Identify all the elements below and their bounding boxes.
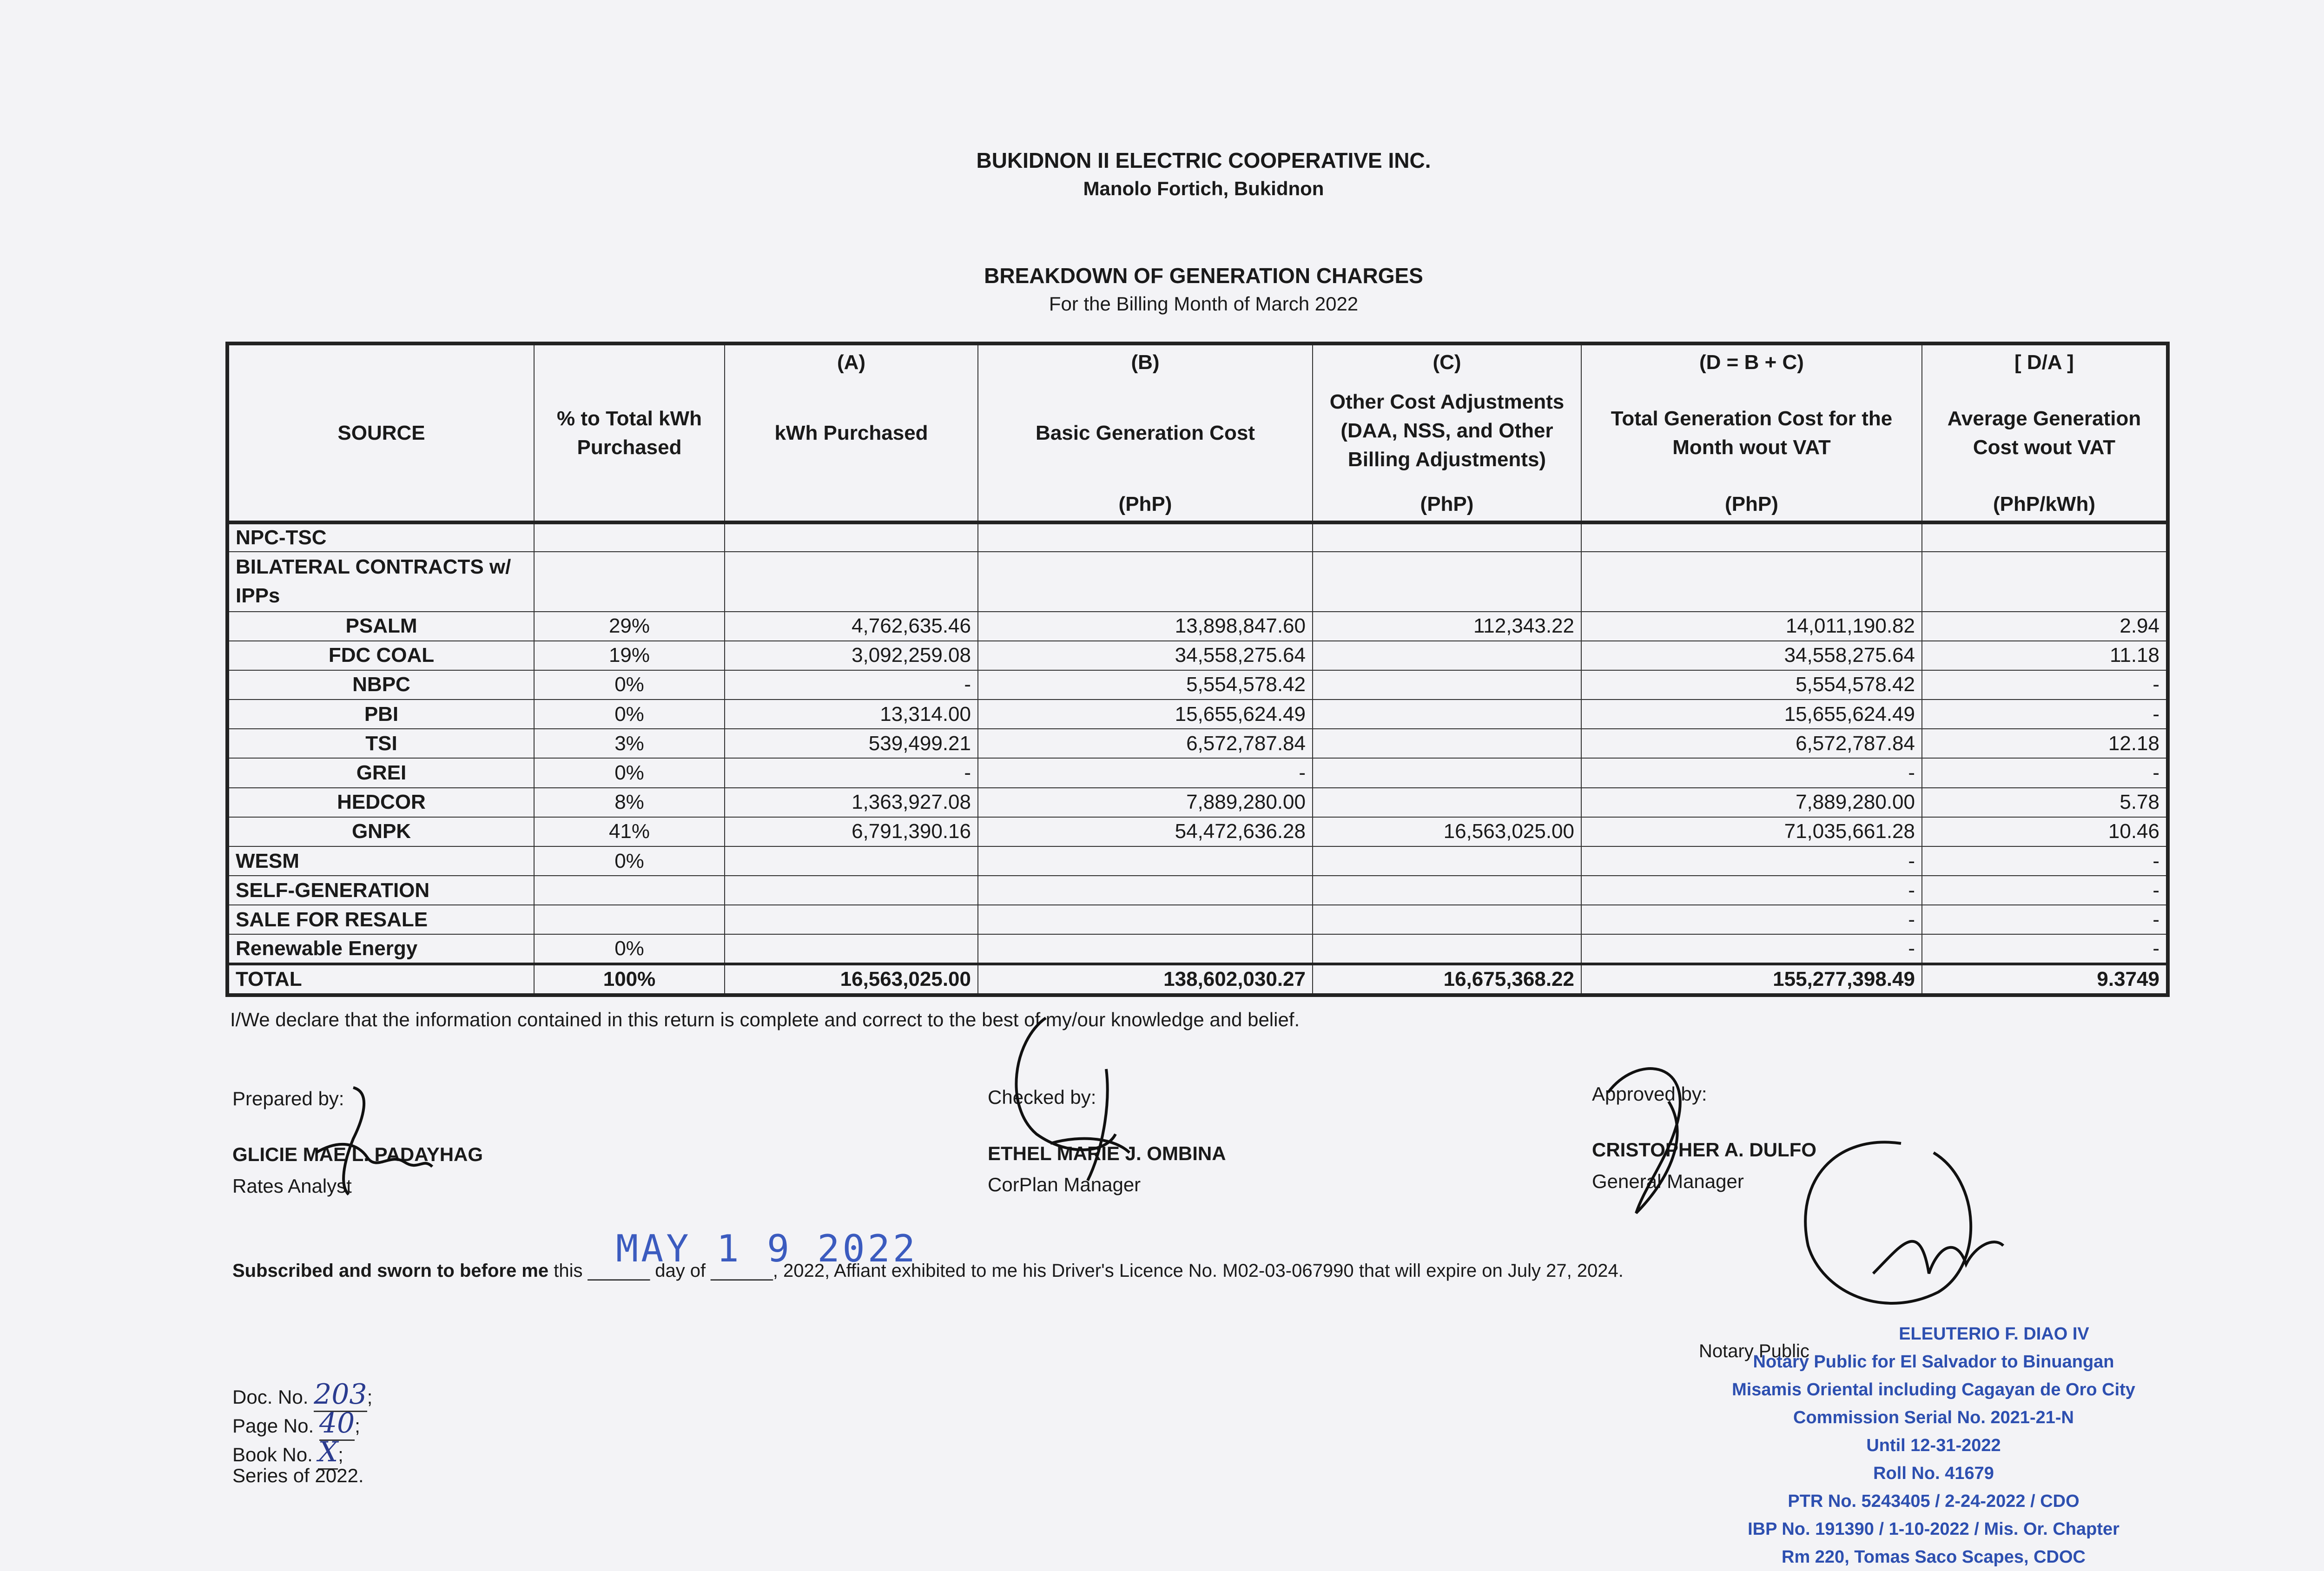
cell-avg-cost: - [1922, 670, 2168, 700]
cell-basic-cost [978, 846, 1313, 876]
cell-other-cost: 16,563,025.00 [1313, 817, 1581, 846]
cell-total-cost: - [1581, 846, 1922, 876]
cell-other-cost [1313, 700, 1581, 729]
cell-other-cost [1313, 788, 1581, 817]
table-row [227, 876, 2168, 905]
table-row-total [227, 964, 2168, 995]
cell-avg-cost: - [1922, 876, 2168, 905]
cell-pct: 0% [534, 700, 725, 729]
oath-line: Subscribed and sworn to before me this ______ day of ______, 2022, Affiant exhibited to me his Driver's Licence No. M02-03-067990 that will expire on July 27, 2024. [232, 1261, 1624, 1281]
cell-kwh: 6,791,390.16 [725, 817, 978, 846]
page-no-line: Page No. 40; [232, 1407, 360, 1439]
notary-stamp-line: PTR No. 5243405 / 2-24-2022 / CDO [1788, 1492, 2080, 1511]
cell-avg-cost: - [1922, 905, 2168, 934]
cell-basic-cost: 34,558,275.64 [978, 641, 1313, 670]
table-row [227, 905, 2168, 934]
cell-basic-cost [978, 934, 1313, 964]
cell-total-cost: 71,035,661.28 [1581, 817, 1922, 846]
cell-source: TOTAL [227, 964, 534, 995]
cell-pct [534, 876, 725, 905]
header-pct: % to Total kWh Purchased [534, 343, 725, 522]
cell-source: TSI [227, 729, 534, 758]
checked-signature-icon [995, 1013, 1181, 1190]
cell-pct: 41% [534, 817, 725, 846]
header-avg-cost: [ D/A ] Average Generation Cost wout VAT (PhP/kWh) [1922, 343, 2168, 522]
cell-source: FDC COAL [227, 641, 534, 670]
notary-stamp [1655, 1320, 2212, 1571]
cell-kwh: 539,499.21 [725, 729, 978, 758]
cell-source: SALE FOR RESALE [227, 905, 534, 934]
notary-public-label: Notary Public [1699, 1341, 1809, 1361]
document-title: BREAKDOWN OF GENERATION CHARGES [984, 264, 1423, 288]
header-basic-cost: (B) Basic Generation Cost (PhP) [978, 343, 1313, 522]
cell-other-cost [1313, 934, 1581, 964]
cell-other-cost [1313, 641, 1581, 670]
notary-stamp-line: Misamis Oriental including Cagayan de Oro City [1732, 1380, 2135, 1399]
cell-source: HEDCOR [227, 788, 534, 817]
cell-avg-cost: - [1922, 934, 2168, 964]
header-other-cost: (C) Other Cost Adjustments (DAA, NSS, and Other Billing Adjustments) (PhP) [1313, 343, 1581, 522]
cell-source: Renewable Energy [227, 934, 534, 964]
cell-avg-cost: 12.18 [1922, 729, 2168, 758]
table-row [227, 846, 2168, 876]
cell-kwh: 3,092,259.08 [725, 641, 978, 670]
received-date-stamp: MAY 1 9 2022 [616, 1227, 918, 1270]
cell-total-cost: 15,655,624.49 [1581, 700, 1922, 729]
notary-stamp-line: Commission Serial No. 2021-21-N [1793, 1408, 2074, 1427]
notary-stamp-line: Until 12-31-2022 [1866, 1436, 2001, 1455]
table-row [227, 670, 2168, 700]
cell-basic-cost [978, 876, 1313, 905]
checked-by-title: CorPlan Manager [988, 1174, 1141, 1195]
prepared-by-label: Prepared by: [232, 1088, 344, 1109]
declaration-text: I/We declare that the information contained in this return is complete and correct to the best of my/our knowledge and belief. [230, 1009, 1300, 1030]
cell-total-cost: 155,277,398.49 [1581, 964, 1922, 995]
cell-pct: 19% [534, 641, 725, 670]
series-line: Series of 2022. [232, 1465, 364, 1486]
cell-basic-cost: 138,602,030.27 [978, 964, 1313, 995]
cell-total-cost: 5,554,578.42 [1581, 670, 1922, 700]
cell-source: BILATERAL CONTRACTS w/ IPPs [227, 552, 534, 611]
notary-stamp-line: Rm 220, Tomas Saco Scapes, CDOC [1782, 1547, 2086, 1567]
cell-kwh [725, 905, 978, 934]
table-row [227, 758, 2168, 787]
doc-no-line: Doc. No. 203; [232, 1378, 372, 1411]
cell-total-cost: 34,558,275.64 [1581, 641, 1922, 670]
notary-stamp-line: Notary Public for El Salvador to Binuangan [1753, 1352, 2114, 1372]
cell-pct: 0% [534, 758, 725, 787]
cell-source: PBI [227, 700, 534, 729]
table-row [227, 641, 2168, 670]
approved-by-label: Approved by: [1592, 1083, 1707, 1105]
table-row-bilateral [227, 552, 2168, 611]
cell-source: NBPC [227, 670, 534, 700]
cell-source: GNPK [227, 817, 534, 846]
cell-avg-cost: 2.94 [1922, 612, 2168, 641]
cell-other-cost: 16,675,368.22 [1313, 964, 1581, 995]
book-no-line: Book No. X; [232, 1436, 343, 1468]
cell-pct: 100% [534, 964, 725, 995]
table-row-npc [227, 522, 2168, 552]
cell-kwh: 1,363,927.08 [725, 788, 978, 817]
cell-basic-cost: 13,898,847.60 [978, 612, 1313, 641]
table-row [227, 612, 2168, 641]
cell-pct: 8% [534, 788, 725, 817]
notary-signature-icon [1780, 1125, 2013, 1348]
cell-basic-cost: 5,554,578.42 [978, 670, 1313, 700]
cell-avg-cost: 5.78 [1922, 788, 2168, 817]
cell-kwh: 13,314.00 [725, 700, 978, 729]
cell-basic-cost: 6,572,787.84 [978, 729, 1313, 758]
cell-basic-cost: 7,889,280.00 [978, 788, 1313, 817]
checked-by-name: ETHEL MARIE J. OMBINA [988, 1142, 1226, 1164]
cell-total-cost: 14,011,190.82 [1581, 612, 1922, 641]
notary-stamp-line: ELEUTERIO F. DIAO IV [1899, 1324, 2089, 1344]
cell-pct: 29% [534, 612, 725, 641]
cell-source: GREI [227, 758, 534, 787]
approved-signature-icon [1599, 1046, 1738, 1241]
cell-avg-cost: - [1922, 758, 2168, 787]
cell-basic-cost [978, 905, 1313, 934]
cell-source: PSALM [227, 612, 534, 641]
cell-kwh: - [725, 670, 978, 700]
cell-kwh [725, 876, 978, 905]
cell-total-cost: 7,889,280.00 [1581, 788, 1922, 817]
table-row [227, 700, 2168, 729]
cell-other-cost [1313, 846, 1581, 876]
approved-by-name: CRISTOPHER A. DULFO [1592, 1139, 1817, 1161]
cell-other-cost [1313, 905, 1581, 934]
cell-total-cost: 6,572,787.84 [1581, 729, 1922, 758]
cell-kwh: - [725, 758, 978, 787]
cell-source: WESM [227, 846, 534, 876]
table-row [227, 934, 2168, 964]
cell-kwh [725, 846, 978, 876]
table-header-row [227, 343, 2168, 522]
generation-charges-table [225, 342, 2170, 997]
table-body [227, 522, 2168, 995]
cell-total-cost: - [1581, 876, 1922, 905]
table-row [227, 817, 2168, 846]
header-total-cost: (D = B + C) Total Generation Cost for the Month wout VAT (PhP) [1581, 343, 1922, 522]
cell-total-cost: - [1581, 905, 1922, 934]
cell-basic-cost: - [978, 758, 1313, 787]
cell-source: NPC-TSC [227, 522, 534, 552]
cell-avg-cost: 9.3749 [1922, 964, 2168, 995]
cell-pct: 0% [534, 670, 725, 700]
table-row [227, 788, 2168, 817]
cell-basic-cost: 54,472,636.28 [978, 817, 1313, 846]
cell-total-cost: - [1581, 934, 1922, 964]
prepared-by-title: Rates Analyst [232, 1175, 352, 1197]
cell-other-cost [1313, 876, 1581, 905]
cell-pct: 0% [534, 846, 725, 876]
company-location: Manolo Fortich, Bukidnon [1083, 178, 1324, 199]
approved-by-title: General Manager [1592, 1170, 1744, 1192]
cell-other-cost [1313, 729, 1581, 758]
prepared-by-name: GLICIE MAE L. PADAYHAG [232, 1143, 483, 1165]
header-source: SOURCE [227, 343, 534, 522]
cell-pct: 0% [534, 934, 725, 964]
company-name: BUKIDNON II ELECTRIC COOPERATIVE INC. [976, 148, 1431, 172]
cell-source: SELF-GENERATION [227, 876, 534, 905]
checked-by-label: Checked by: [988, 1086, 1096, 1108]
cell-kwh [725, 934, 978, 964]
table-row [227, 729, 2168, 758]
notary-stamp-line: IBP No. 191390 / 1-10-2022 / Mis. Or. Chapter [1748, 1519, 2119, 1539]
cell-kwh: 4,762,635.46 [725, 612, 978, 641]
cell-pct [534, 905, 725, 934]
cell-other-cost: 112,343.22 [1313, 612, 1581, 641]
notary-stamp-line: Roll No. 41679 [1873, 1464, 1994, 1483]
cell-other-cost [1313, 758, 1581, 787]
cell-avg-cost: 10.46 [1922, 817, 2168, 846]
cell-basic-cost: 15,655,624.49 [978, 700, 1313, 729]
cell-avg-cost: - [1922, 700, 2168, 729]
document-subtitle: For the Billing Month of March 2022 [1049, 293, 1359, 315]
cell-pct: 3% [534, 729, 725, 758]
prepared-signature-icon [297, 1083, 437, 1204]
header-kwh: (A) kWh Purchased [725, 343, 978, 522]
cell-other-cost [1313, 670, 1581, 700]
cell-total-cost: - [1581, 758, 1922, 787]
cell-avg-cost: 11.18 [1922, 641, 2168, 670]
cell-kwh: 16,563,025.00 [725, 964, 978, 995]
cell-avg-cost: - [1922, 846, 2168, 876]
